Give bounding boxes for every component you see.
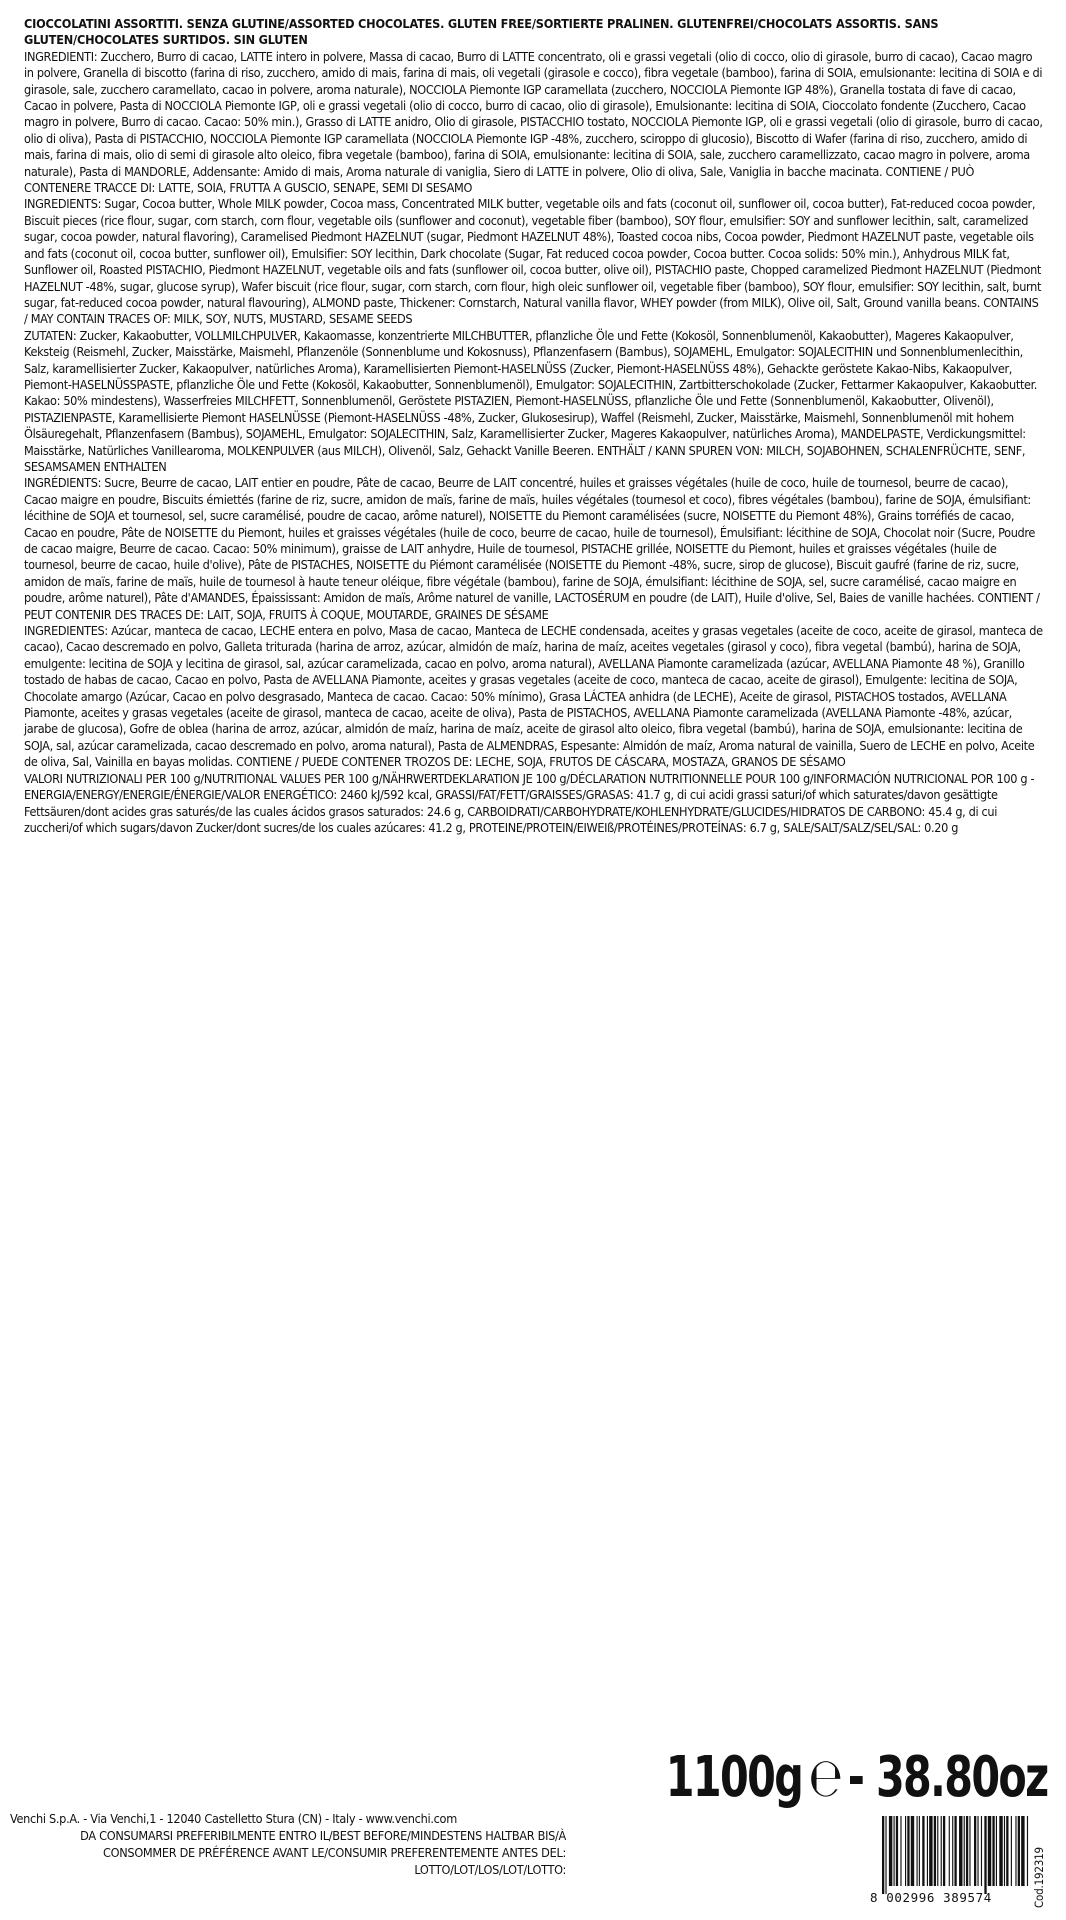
barcode-bar: [992, 1816, 994, 1886]
barcode-bar: [1006, 1816, 1008, 1886]
barcode-bar: [943, 1816, 945, 1886]
barcode-bar: [922, 1816, 924, 1886]
barcode-bar: [981, 1816, 982, 1886]
barcode-bar: [911, 1816, 914, 1886]
best-before-line-2: CONSOMMER DE PRÉFÉRENCE AVANT LE/CONSUMIR PREFERENTEMENTE ANTES DEL:: [103, 1845, 566, 1860]
best-before-line-1: DA CONSUMARSI PREFERIBILMENTE ENTRO IL/BEST BEFORE/MINDESTENS HALTBAR BIS/À: [80, 1828, 566, 1843]
footer-info: [6, 1810, 566, 1878]
barcode-bar: [917, 1816, 918, 1886]
barcode-bar: [949, 1816, 950, 1886]
ingredients-french: INGRÉDIENTS: Sucre, Beurre de cacao, LAIT entier en poudre, Pâte de cacao, Beurre de LAIT concentré, huiles et graisses végétales (huile de coco, huile de tournesol, beurre de cacao), Cacao maigre en poudre, Biscuits émiettés (farine de riz, sucre, amidon de maïs, farine de maïs, huiles végétales (tournesol et coco), fibres végétales (bambou), farine de SOJA, émulsifiant: lécithine de SOJA et tournesol, sel, sucre caramélisé, poudre de cacao, arôme naturel), NOISETTE du Piemont caramélisées (sucre, NOISETTE du Piemont 48%), Grains torréfiés de cacao, Cacao en poudre, Pâte de NOISETTE du Piemont, huiles et graisses végétales (huile de coco, beurre de cacao, huile de tournesol), Émulsifiant: lécithine de SOJA, Chocolat noir (Sucre, Poudre de cacao maigre, Beurre de cacao. Cacao: 50% minimum), graisse de LAIT anhydre, Huile de tournesol, PISTACHE grillée, NOISETTE du Piemont, huiles et graisses végétales (huile de tournesol, beurre de cacao, huile d'olive), Pâte de PISTACHES, NOISETTE du Piémont caramélisée (NOISETTE du Piemont -48%, sucre, sirop de glucose), Biscuit gaufré (farine de riz, sucre, amidon de maïs, farine de maïs, huile de tournesol à haute teneur oléique, fibre végétale (bambou), farine de SOJA, émulsifiant: lécithine de SOJA, sel, sucre caramélisé, cacao maigre en poudre, arôme naturel), Pâte d'AMANDES, Épaississant: Amidon de maïs, Arôme naturel de vanille, LACTOSÉRUM en poudre (de LAIT), Huile d'olive, Sel, Baies de vanille hachées. CONTIENT / PEUT CONTENIR DES TRACES DE: LAIT, SOJA, FRUITS À COQUE, MOUTARDE, GRAINES DE SÉSAME: [24, 475, 1040, 622]
ingredients-italian: INGREDIENTI: Zucchero, Burro di cacao, LATTE intero in polvere, Massa di cacao, Burro di LATTE concentrato, oli e grassi vegetali (olio di cocco, olio di girasole, burro di cacao), Cacao magro in polvere, Granella di biscotto (farina di riso, zucchero, amido di mais, farina di mais, oli vegetali (girasole e cocco), fibra vegetale (bamboo), farina di SOIA, emulsionante: lecitina di SOIA e di girasole, sale, zucchero caramellato, cacao in polvere, aroma naturale), NOCCIOLA Piemonte IGP caramellata (zucchero, NOCCIOLA Piemonte IGP 48%), Granella tostata di fave di cacao, Cacao in polvere, Pasta di NOCCIOLA Piemonte IGP, oli e grassi vegetali (olio di cocco, burro di cacao, olio di girasole), Emulsionante: lecitina di SOIA, Cioccolato fondente (Zucchero, Cacao magro in polvere, Burro di cacao. Cacao: 50% min.), Grasso di LATTE anidro, Olio di girasole, PISTACCHIO tostato, NOCCIOLA Piemonte IGP, oli e grassi vegetali (olio di girasole, burro di cacao, olio di oliva), Pasta di PISTACCHIO, NOCCIOLA Piemonte IGP caramellata (NOCCIOLA Piemonte IGP -48%, zucchero, sciroppo di glucosio), Biscotto di Wafer (farina di riso, zucchero, amido di mais, farina di mais, olio di semi di girasole alto oleico, fibra vegetale (bamboo), farina di SOIA, emulsionante: lecitina di SOIA, sale, zucchero caramellizzato, cacao magro in polvere, aroma naturale), Pasta di MANDORLE, Addensante: Amido di mais, Aroma naturale di vaniglia, Siero di LATTE in polvere, Olio di oliva, Sale, Vaniglia in bacche macinata. CONTIENE / PUÒ CONTENERE TRACCE DI: LATTE, SOIA, FRUTTA A GUSCIO, SENAPE, SEMI DI SESAMO: [24, 48, 1043, 196]
barcode-bar: [1011, 1816, 1012, 1886]
barcode-bar: [1015, 1816, 1016, 1886]
barcode-bar: [889, 1816, 892, 1886]
barcode-bar: [984, 1816, 986, 1894]
barcode-bar: [969, 1816, 970, 1886]
ingredients-spanish: INGREDIENTES: Azúcar, manteca de cacao, LECHE entera en polvo, Masa de cacao, Manteca de LECHE condensada, aceites y grasas vegetales (aceite de coco, aceite de girasol, manteca de cacao), Cacao descremado en polvo, Galleta triturada (harina de arroz, azúcar, almidón de maíz, harina de maíz, aceites vegetales (girasol y coco), fibra vegetal (bambú), harina de SOJA, emulgente: lecitina de SOJA y lecitina de girasol, sal, azúcar caramelizada, cacao en polvo, aroma natural), AVELLANA Piamonte caramelizada (azúcar, AVELLANA Piamonte 48 %), Granillo tostado de habas de cacao, Cacao en polvo, Pasta de AVELLANA Piamonte, aceites y grasas vegetales (aceite de coco, manteca de cacao, aceite de girasol), Emulgente: lecitina de SOJA, Chocolate amargo (Azúcar, Cacao en polvo desgrasado, Manteca de cacao. Cacao: 50% mínimo), Grasa LÁCTEA anhidra (de LECHE), Aceite de girasol, PISTACHOS tostados, AVELLANA Piamonte, aceites y grasas vegetales (aceite de girasol, manteca de cacao, aceite de oliva), Pasta de PISTACHOS, AVELLANA Piamonte caramelizada (AVELLANA Piamonte -48%, azúcar, jarabe de glucosa), Gofre de oblea (harina de arroz, azúcar, almidón de maíz, harina de maíz, aceite de girasol alto oleico, fibra vegetal (bambú), harina de SOJA, emulsionante: lecitina de SOJA, sal, azúcar caramelizada, cacao descremado en polvo, aroma natural), Pasta de ALMENDRAS, Espesante: Almidón de maíz, Aroma natural de vainilla, Suero de LECHE en polvo, Aceite de oliva, Sal, Vainilla en bayas molidas. CONTIENE / PUEDE CONTENER TROZOS DE: LECHE, SOJA, FRUTOS DE CÁSCARA, MOSTAZA, GRANOS DE SÉSAMO: [24, 623, 1043, 770]
barcode-bar: [974, 1816, 976, 1886]
company-address: Venchi S.p.A. - Via Venchi,1 - 12040 Castelletto Stura (CN) - Italy - www.venchi.com: [10, 1811, 457, 1826]
net-weight: [666, 1745, 1048, 1810]
barcode-bar: [929, 1816, 932, 1886]
barcode-bar: [999, 1816, 1002, 1886]
barcode-bar: [1027, 1816, 1028, 1886]
product-code-text: Cod.192319: [1032, 1847, 1046, 1908]
barcode-bar: [959, 1816, 962, 1886]
weight-ounces: - 38.80oz: [848, 1745, 1048, 1810]
barcode-bar: [919, 1816, 920, 1886]
barcode-bar: [1004, 1816, 1005, 1886]
barcode-bar: [882, 1816, 884, 1894]
estimated-sign-icon: ℮: [809, 1746, 842, 1809]
barcode-bar: [964, 1816, 965, 1886]
ingredients-german: ZUTATEN: Zucker, Kakaobutter, VOLLMILCHPULVER, Kakaomasse, konzentrierte MILCHBUTTER, pflanzliche Öle und Fette (Kokosöl, Sonnenblumenöl, Kakaobutter), Mageres Kakaopulver, Keksteig (Reismehl, Zucker, Maisstärke, Maismehl, Pflanzenöle (Sonnenblume und Kokosnuss), Pflanzenfasern (Bambus), SOJAMEHL, Emulgator: SOJALECITHIN und Sonnenblumenlecithin, Salz, karamellisierter Zucker, Kakaopulver, natürliches Aroma), Karamellisierten Piemont-HASELNÜSS (Zucker, Piemont-HASELNÜSS 48%), Gehackte geröstete Kakao-Nibs, Kakaopulver, Piemont-HASELNÜSSPASTE, pflanzliche Öle und Fette (Kokosöl, Kakaobutter, Sonnenblumenöl), Emulgator: SOJALECITHIN, Zartbitterschokolade (Zucker, Fettarmer Kakaopulver, Kakaobutter. Kakao: 50% mindestens), Wasserfreies MILCHFETT, Sonnenblumenöl, Geröstete PISTAZIEN, Piemont-HASELNÜSS, pflanzliche Öle und Fette (Sonnenblumenöl, Kakaobutter, Olivenöl), PISTAZIENPASTE, Karamellisierte Piemont HASELNÜSSE (Piemont-HASELNÜSS -48%, Zucker, Glukosesirup), Waffel (Reismehl, Zucker, Maisstärke, Maismehl, Sonnenblumenöl mit hohem Ölsäuregehalt, Pflanzenfasern (Bambus), SOJAMEHL, Emulgator: SOJALECITHIN, Salz, Karamellisierter Zucker, Mageres Kakaopulver, natürliches Aroma), MANDELPASTE, Verdickungsmittel: Maisstärke, Natürliches Vanillearoma, MOLKENPULVER (aus MILCH), Olivenöl, Salz, Gehackt Vanille Beeren. ENTHÄLT / KANN SPUREN VON: MILCH, SOJABOHNEN, SCHALENFRÜCHTE, SENF, SESAMSAMEN ENTHALTEN: [24, 327, 1038, 474]
barcode-bar: [977, 1816, 978, 1886]
barcode-bar: [941, 1816, 942, 1886]
barcode-bar: [885, 1816, 886, 1894]
barcode-bar: [896, 1816, 898, 1886]
barcode-bar: [996, 1816, 997, 1886]
ingredients-english: INGREDIENTS: Sugar, Cocoa butter, Whole MILK powder, Cocoa mass, Concentrated MILK butter, vegetable oils and fats (coconut oil, sunflower oil, cocoa butter), Fat-reduced cocoa powder, Biscuit pieces (rice flour, sugar, corn starch, corn flour, vegetable oils (sunflower and coconut), vegetable fiber (bamboo), SOY flour, emulsifier: SOY and sunflower lecithin, salt, caramelized sugar, cocoa powder, natural flavoring), Caramelised Piedmont HAZELNUT (sugar, Piedmont HAZELNUT 48%), Toasted cocoa nibs, Cocoa powder, Piedmont HAZELNUT paste, vegetable oils and fats (coconut oil, cocoa butter, sunflower oil), Emulsifier: SOY lecithin, Dark chocolate (Sugar, Fat reduced cocoa powder, Cocoa butter. Cocoa solids: 50% min.), Anhydrous MILK fat, Sunflower oil, Roasted PISTACHIO, Piedmont HAZELNUT, vegetable oils and fats (sunflower oil, cocoa butter, olive oil), PISTACHIO paste, Chopped caramelized Piedmont HAZELNUT (Piedmont HAZELNUT -48%, sugar, glucose syrup), Wafer biscuit (rice flour, sugar, corn starch, corn flour, high oleic sunflower oil, vegetable fiber (bamboo), SOY flour, emulsifier: SOY lecithin, salt, burnt sugar, fat-reduced cocoa powder, natural flavouring), ALMOND paste, Thickener: Cornstarch, Natural vanilla flavor, WHEY powder (from MILK), Olive oil, Salt, Ground vanilla beans. CONTAINS / MAY CONTAIN TRACES OF: MILK, SOY, NUTS, MUSTARD, SESAME SEEDS: [24, 196, 1042, 327]
barcode-bar: [952, 1816, 953, 1886]
barcode-bar: [900, 1816, 901, 1886]
barcode-bar: [937, 1816, 938, 1886]
product-code: [1032, 1818, 1046, 1910]
ingredients-block: [24, 16, 1044, 836]
barcode-bar: [988, 1816, 991, 1886]
barcode-bar: [1021, 1816, 1024, 1886]
nutrition-values: VALORI NUTRIZIONALI PER 100 g/NUTRITIONAL VALUES PER 100 g/NÄHRWERTDEKLARATION JE 100 g/DÉCLARATION NUTRITIONNELLE POUR 100 g/INFORMACIÓN NUTRICIONAL POR 100 g - ENERGIA/ENERGY/ENERGIE/ÉNERGIE/VALOR ENERGÉTICO: 2460 kJ/592 kcal, GRASSI/FAT/FETT/GRAISSES/GRASAS: 41.7 g, di cui acidi grassi saturi/of which saturates/davon gesättigte Fettsäuren/dont acides gras saturés/de las cuales ácidos grasos saturados: 24.6 g, CARBOIDRATI/CARBOHYDRATE/KOHLENHYDRATE/GLUCIDES/HIDRATOS DE CARBONO: 45.4 g, di cui zuccheri/of which sugars/davon Zucker/dont sucres/de los cuales azúcares: 41.2 g, PROTEINE/PROTEIN/EIWEIß/PROTÉINES/PROTEÍNAS: 6.7 g, SALE/SALT/SALZ/SEL/SAL: 0.20 g: [24, 770, 1035, 835]
barcode-bar: [894, 1816, 895, 1886]
weight-grams: 1100g: [666, 1745, 803, 1810]
barcode-bar: [1018, 1816, 1020, 1886]
barcode-bar: [927, 1816, 928, 1886]
barcode-bar: [934, 1816, 936, 1886]
barcode-digits: 8 002996 389574: [870, 1890, 992, 1905]
barcode-bar: [905, 1816, 906, 1886]
barcode: [870, 1816, 1040, 1906]
barcode-bar: [954, 1816, 956, 1886]
lot-line: LOTTO/LOT/LOS/LOT/LOTTO:: [414, 1862, 566, 1877]
product-title: CIOCCOLATINI ASSORTITI. SENZA GLUTINE/ASSORTED CHOCOLATES. GLUTEN FREE/SORTIERTE PRALINEN. GLUTENFREI/CHOCOLATS ASSORTIS. SANS GLUTEN/CHOCOLATES SURTIDOS. SIN GLUTEN: [24, 16, 939, 48]
barcode-bar: [966, 1816, 968, 1886]
barcode-bars-icon: [870, 1816, 1030, 1894]
barcode-bar: [907, 1816, 909, 1886]
